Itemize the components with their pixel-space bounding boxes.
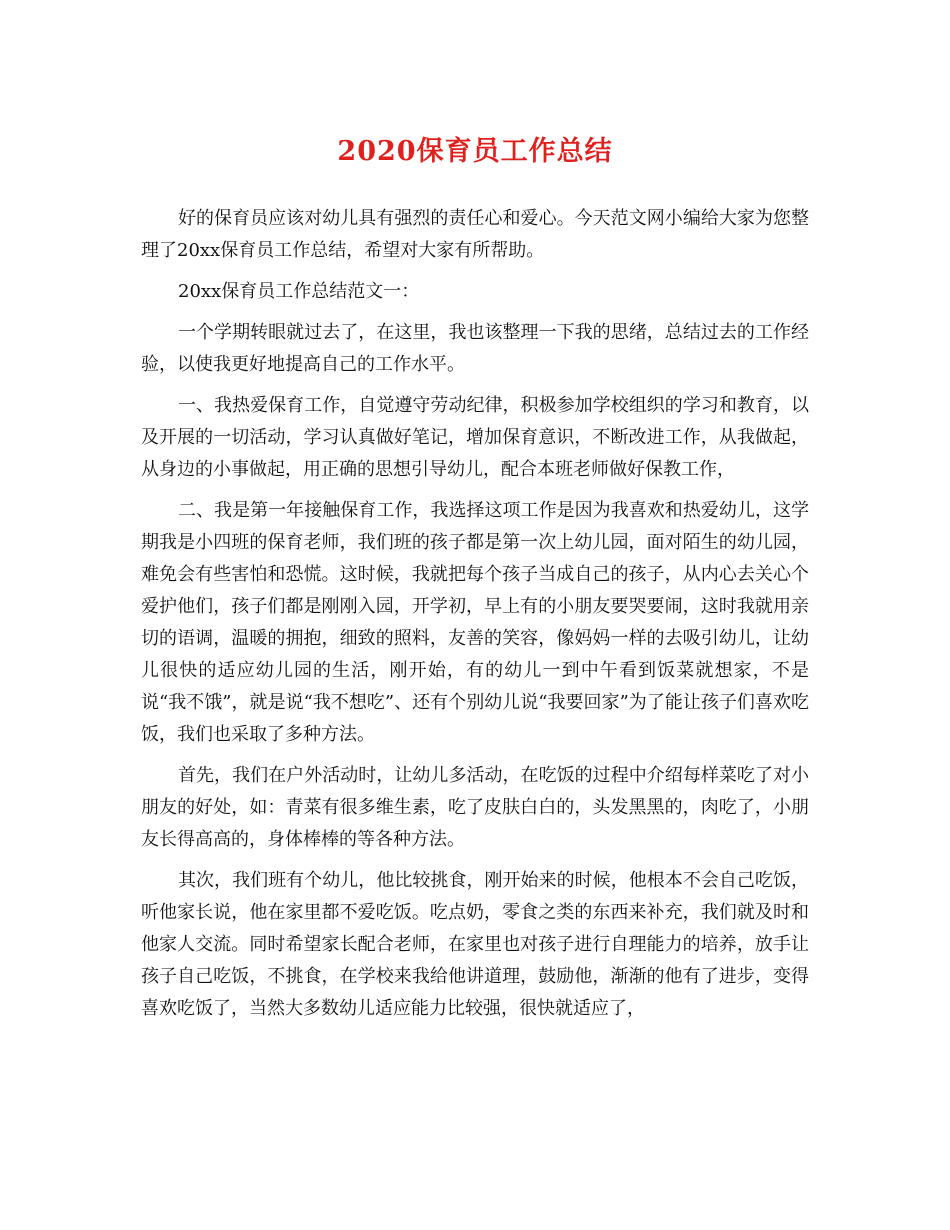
paragraph-intro: 好的保育员应该对幼儿具有强烈的责任心和爱心。今天范文网小编给大家为您整理了20xx保育员工作总结，希望对大家有所帮助。	[141, 208, 809, 261]
paragraph-first-method: 首先，我们在户外活动时，让幼儿多活动，在吃饭的过程中介绍每样菜吃了对小朋友的好处，如：青菜有很多维生素，吃了皮肤白白的，头发黑黑的，肉吃了，小朋友长得高高的，身体棒棒的等各种方法。	[141, 765, 809, 850]
paragraph-second-method: 其次，我们班有个幼儿，他比较挑食，刚开始来的时候，他根本不会自己吃饭，听他家长说，他在家里都不爱吃饭。吃点奶，零食之类的东西来补充，我们就及时和他家人交流。同时希望家长配合老师，在家里也对孩子进行自理能力的培养，放手让孩子自己吃饭，不挑食，在学校来我给他讲道理，鼓励他，渐渐的他有了进步，变得喜欢吃饭了，当然大多数幼儿适应能力比较强，很快就适应了，	[141, 870, 809, 1019]
document-title: 2020保育员工作总结	[337, 136, 613, 167]
document-body	[141, 203, 809, 1034]
paragraph-subheading: 20xx保育员工作总结范文一：	[178, 281, 420, 302]
paragraph-opening: 一个学期转眼就过去了，在这里，我也该整理一下我的思绪，总结过去的工作经验，以使我更好地提高自己的工作水平。	[141, 322, 809, 375]
paragraph-section-two: 二、我是第一年接触保育工作，我选择这项工作是因为我喜欢和热爱幼儿，这学期我是小四班的保育老师，我们班的孩子都是第一次上幼儿园，面对陌生的幼儿园，难免会有些害怕和恐慌。这时候，我就把每个孩子当成自己的孩子，从内心去关心个爱护他们，孩子们都是刚刚入园，开学初，早上有的小朋友要哭要闹，这时我就用亲切的语调，温暖的拥抱，细致的照料，友善的笑容，像妈妈一样的去吸引幼儿，让幼儿很快的适应幼儿园的生活，刚开始，有的幼儿一到中午看到饭菜就想家，不是说“我不饿”，就是说“我不想吃”、还有个别幼儿说“我要回家”为了能让孩子们喜欢吃饭，我们也采取了多种方法。	[141, 500, 809, 745]
paragraph-section-one: 一、我热爱保育工作，自觉遵守劳动纪律，积极参加学校组织的学习和教育，以及开展的一切活动，学习认真做好笔记，增加保育意识，不断改进工作，从我做起，从身边的小事做起，用正确的思想引导幼儿，配合本班老师做好保教工作，	[141, 395, 809, 480]
